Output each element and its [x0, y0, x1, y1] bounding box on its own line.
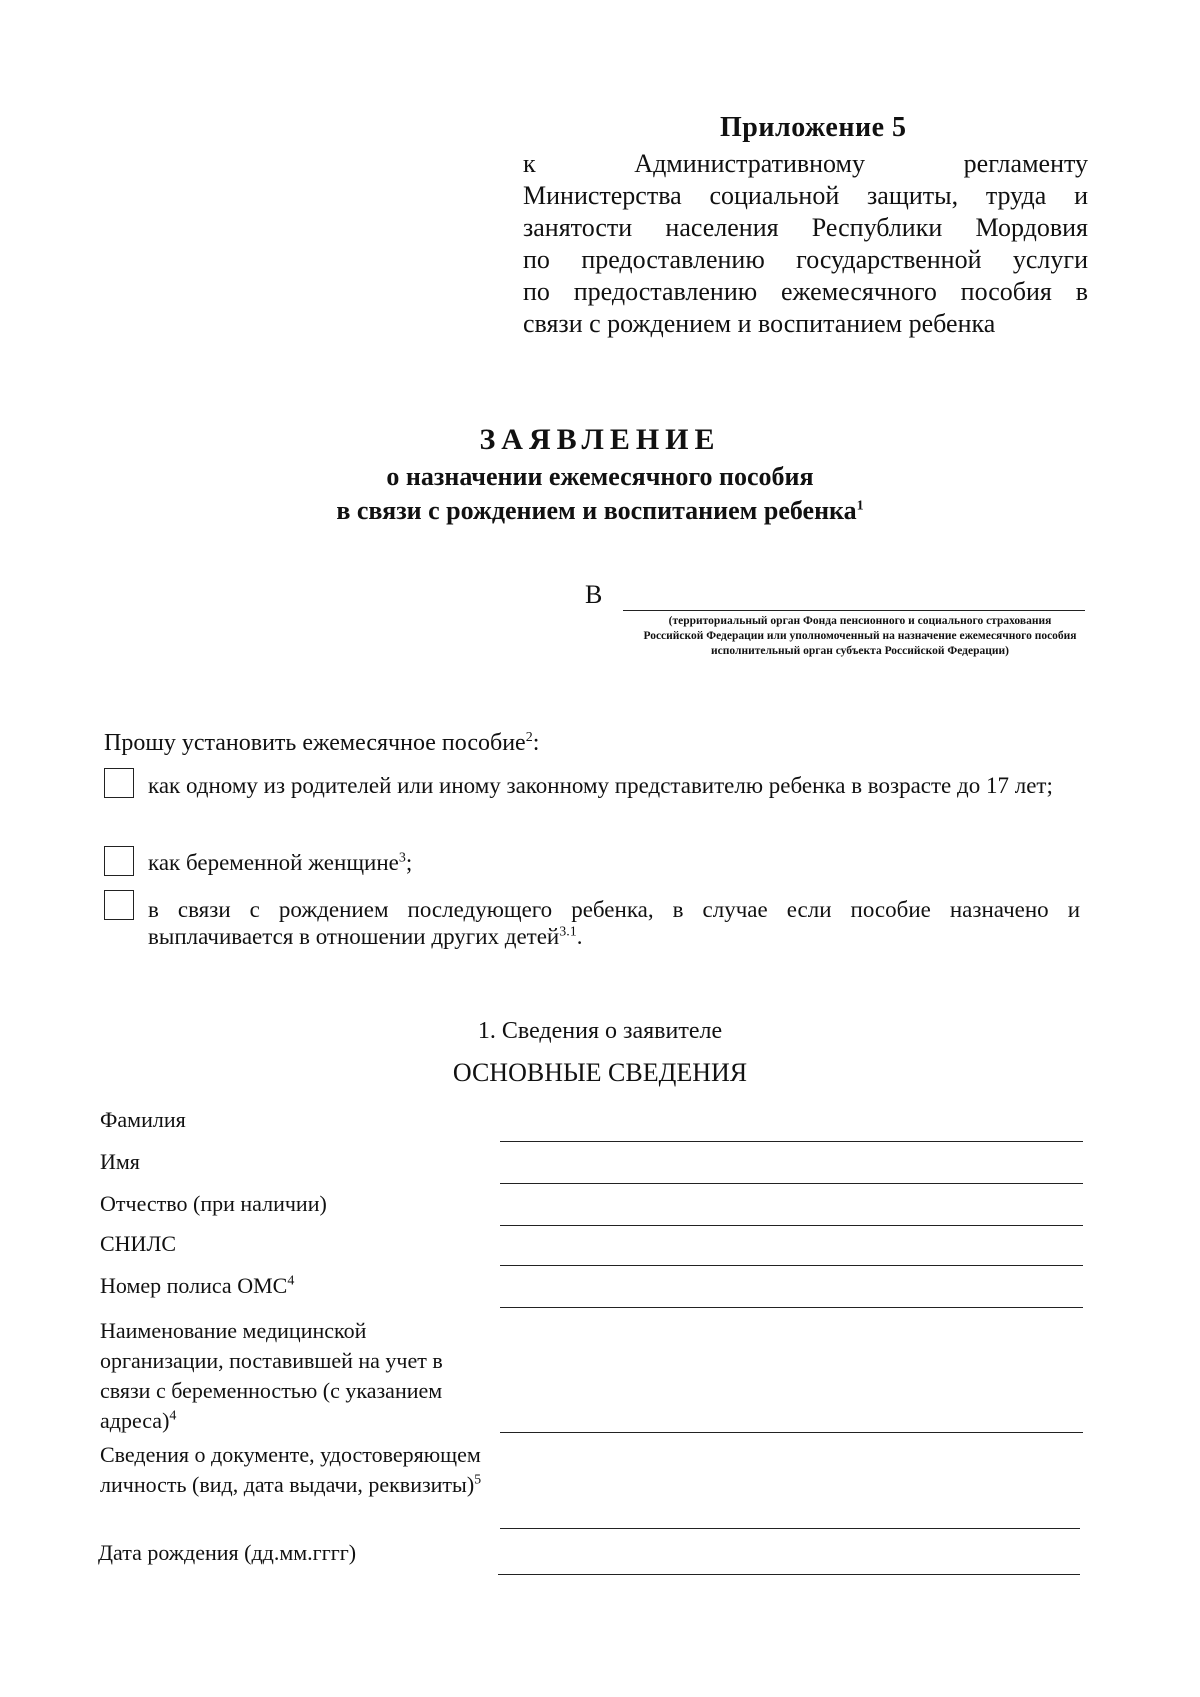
option-checkbox-parent[interactable] [104, 768, 134, 798]
field-label-birthdate-text: Дата рождения (дд.мм.гггг) [98, 1540, 357, 1565]
footnote-ref-1: 1 [856, 498, 864, 514]
regulation-line-3: занятости населения Республики Мордовия [523, 213, 1088, 242]
option-text-pregnant-main: как беременной женщине [148, 850, 399, 875]
field-line-surname[interactable] [500, 1141, 1083, 1142]
field-line-patronymic[interactable] [500, 1225, 1083, 1226]
recipient-field-line[interactable] [623, 610, 1085, 611]
footnote-ref-4: 4 [287, 1273, 295, 1289]
regulation-line-5: по предоставлению ежемесячного пособия в [523, 277, 1088, 306]
appendix-title: Приложение 5 [720, 112, 907, 143]
field-label-patronymic-text: Отчество (при наличии) [100, 1191, 327, 1216]
field-line-medical-org[interactable] [500, 1432, 1083, 1433]
document-subtitle-2-text: в связи с рождением и воспитанием ребенка [336, 496, 857, 525]
footnote-ref-3-1: 3.1 [559, 924, 577, 940]
footnote-ref-3: 3 [398, 850, 406, 866]
regulation-line-6: связи с рождением и воспитанием ребенка [523, 309, 996, 338]
document-title: ЗАЯВЛЕНИЕ [479, 423, 721, 456]
request-text-main: Прошу установить ежемесячное пособие [104, 730, 526, 756]
regulation-word-reg: регламенту [963, 149, 1088, 178]
field-label-medical-org [100, 1316, 490, 1436]
regulation-line-2: Министерства социальной защиты, труда и [523, 181, 1088, 210]
field-line-id-document[interactable] [500, 1528, 1080, 1529]
regulation-word-k: к [523, 149, 536, 178]
option-text-parent-main: как одному из родителей или иному законному представителю ребенка в возрасте до 17 лет; [148, 773, 1053, 798]
field-label-medical-org-text: Наименование медицинской организации, поставившей на учет в связи с беременностью (с указанием адреса) [100, 1318, 443, 1433]
footnote-ref-4b: 4 [169, 1408, 177, 1424]
regulation-line-1 [523, 148, 1088, 180]
option-text-next-child-main: в связи с рождением последующего ребенка, в случае если пособие назначено и выплачивается в отношении других детей [148, 897, 1080, 949]
footnote-ref-5: 5 [474, 1472, 482, 1488]
option-text-pregnant [148, 849, 1080, 876]
recipient-note: (территориальный орган Фонда пенсионного и социального страхования Российской Федерации или уполномоченный на назначение ежемесячного пособия исполнительный орган субъекта Российской Федерации) [643, 615, 1077, 657]
field-label-oms-text: Номер полиса ОМС [100, 1273, 288, 1298]
field-line-oms[interactable] [500, 1307, 1083, 1308]
option-checkbox-next-child[interactable] [104, 890, 134, 920]
field-label-oms [100, 1271, 500, 1301]
request-text [104, 730, 539, 757]
field-label-surname [100, 1105, 500, 1135]
document-subtitle-1: о назначении ежемесячного пособия [386, 462, 814, 491]
section-title: 1. Сведения о заявителе [477, 1018, 723, 1044]
field-line-snils[interactable] [500, 1265, 1083, 1266]
option-text-pregnant-tail: ; [405, 850, 413, 875]
option-text-next-child [148, 896, 1080, 950]
option-text-next-child-tail: . [576, 924, 583, 949]
option-text-parent [148, 772, 1080, 799]
field-label-surname-text: Фамилия [100, 1107, 186, 1132]
field-label-snils-text: СНИЛС [100, 1231, 177, 1256]
field-label-name [100, 1147, 500, 1177]
section-subtitle: ОСНОВНЫЕ СВЕДЕНИЯ [452, 1058, 748, 1087]
field-label-birthdate [98, 1538, 498, 1568]
document-subtitle-2 [0, 496, 1200, 526]
request-colon: : [532, 730, 540, 756]
field-label-id-document-text: Сведения о документе, удостоверяющем личность (вид, дата выдачи, реквизиты) [100, 1442, 481, 1497]
field-label-snils [100, 1229, 500, 1259]
regulation-line-4: по предоставлению государственной услуги [523, 245, 1088, 274]
regulation-word-admin: Административному [634, 149, 866, 178]
field-label-id-document [100, 1440, 500, 1500]
recipient-prefix: В [585, 580, 603, 609]
option-checkbox-pregnant[interactable] [104, 846, 134, 876]
field-label-name-text: Имя [100, 1149, 140, 1174]
field-label-patronymic [100, 1189, 500, 1219]
field-line-birthdate[interactable] [498, 1574, 1080, 1575]
field-line-name[interactable] [500, 1183, 1083, 1184]
footnote-ref-2: 2 [525, 730, 533, 745]
